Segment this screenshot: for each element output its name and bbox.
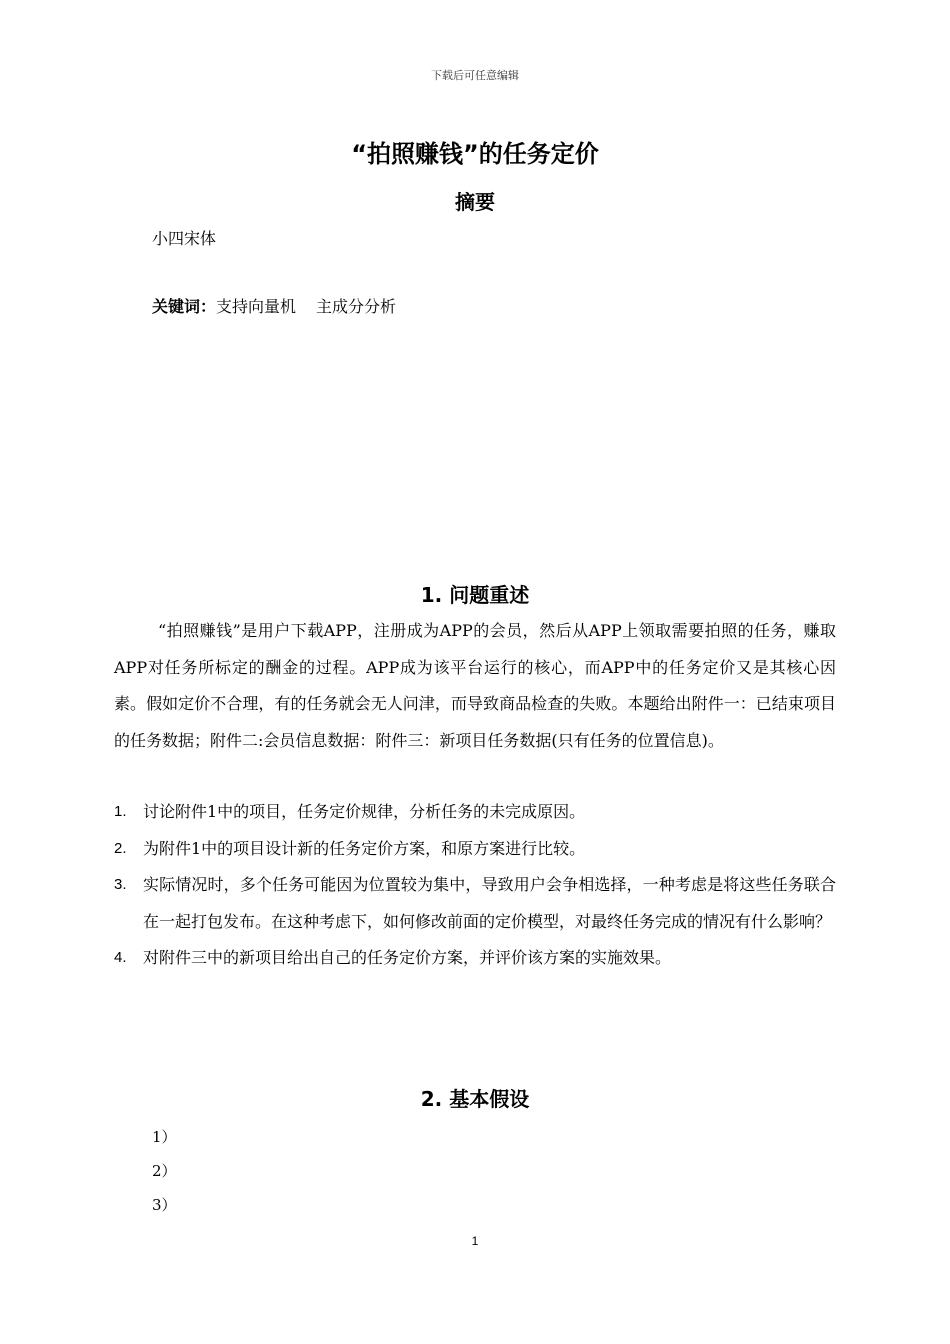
question-item [114,794,836,831]
keywords-line [152,294,396,317]
question-list [114,794,836,977]
question-number: 4. [114,949,127,966]
page-number: 1 [471,1234,479,1248]
section-heading-problem-restatement: 1. 问题重述 [420,583,530,607]
abstract-heading: 摘要 [455,190,495,214]
question-item [114,867,836,940]
question-number: 1. [114,803,127,820]
document-title: “拍照赚钱”的任务定价 [351,140,599,168]
assumption-item: 2） [152,1162,177,1180]
question-text: 为附件1中的项目设计新的任务定价方案，和原方案进行比较。 [143,838,586,858]
question-number: 3. [114,876,127,893]
assumption-item: 1） [152,1128,177,1146]
question-item [114,940,836,977]
question-text: 讨论附件1中的项目，任务定价规律，分析任务的未完成原因。 [143,802,586,821]
page-header: 下载后可任意编辑 [431,69,519,82]
keyword-item: 主成分分析 [316,297,397,316]
question-text: 实际情况时，多个任务可能因为位置较为集中，导致用户会争相选择，一种考虑是将这些任务联合在一起打包发布。在这种考虑下，如何修改前面的定价模型，对最终任务完成的情况有什么影响？ [143,875,836,931]
question-number: 2. [114,839,127,857]
assumption-item: 3） [152,1196,177,1214]
question-item [114,831,836,868]
abstract-body: 小四宋体 [152,229,217,248]
assumption-list [152,1120,177,1222]
keywords-label: 关键词： [152,297,217,316]
section-heading-basic-assumptions: 2. 基本假设 [420,1087,530,1111]
problem-paragraph: “拍照赚钱”是用户下载APP，注册成为APP的会员，然后从APP上领取需要拍照的任务，赚取APP对任务所标定的酬金的过程。APP成为该平台运行的核心，而APP中的任务定价又是其核心因素。假如定价不合理，有的任务就会无人问津，而导致商品检查的失败。本题给出附件一：已结束项目的任务数据；附件二:会员信息数据：附件三：新项目任务数据(只有任务的位置信息)。 [114,621,836,750]
keyword-item: 支持向量机 [216,297,297,316]
question-text: 对附件三中的新项目给出自己的任务定价方案，并评价该方案的实施效果。 [143,948,672,967]
